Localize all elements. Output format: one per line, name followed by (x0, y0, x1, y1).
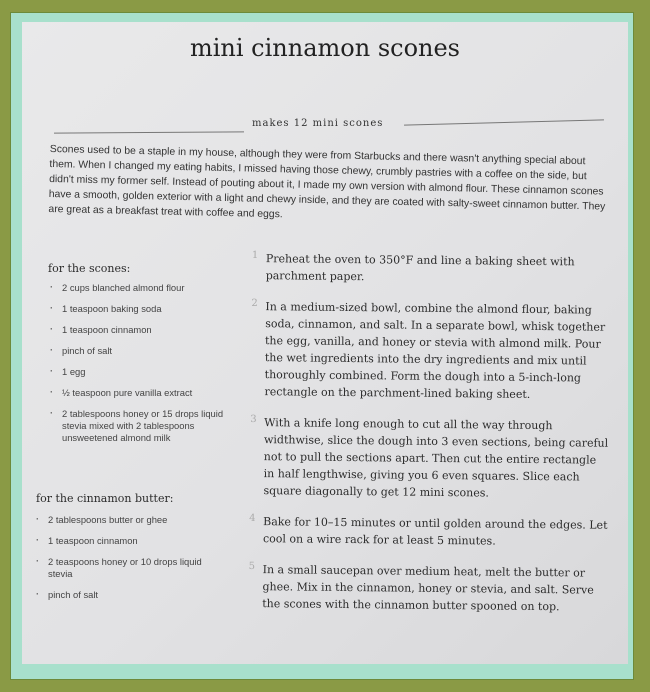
recipe-yield: makes 12 mini scones (252, 118, 384, 129)
ingredient-item: · 1 teaspoon cinnamon (48, 324, 238, 336)
step-text: In a medium-sized bowl, combine the almond flour, baking soda, cinnamon, and salt. In a separate bowl, whisk together the egg, vanilla, and honey or stevia with almond milk. Pour the wet ingredients into the dry ingredients and mix until thoroughly combined. Form the dough into a 5-inch-long rectangle on the parchment-lined baking sheet. (264, 300, 606, 401)
step-text: In a small saucepan over medium heat, melt the butter or ghee. Mix in the cinnamon, honey or stevia, and salt. Serve the scones with the cinnamon butter spooned on top. (262, 563, 594, 614)
butter-ingredients-list (34, 514, 224, 610)
ingredient-item: · ½ teaspoon pure vanilla extract (48, 387, 238, 399)
ingredient-item: · 2 teaspoons honey or 10 drops liquid stevia (34, 556, 224, 580)
step-number: 1 (251, 250, 259, 262)
step-number: 5 (248, 560, 256, 573)
recipe-step (249, 414, 610, 503)
cookbook-page (22, 22, 628, 664)
ingredient-item: · 1 teaspoon baking soda (48, 303, 238, 315)
ingredient-item: · 2 tablespoons honey or 15 drops liquid stevia mixed with 2 tablespoons unsweetened almond milk (48, 408, 238, 444)
step-number: 3 (250, 413, 257, 426)
recipe-step (249, 513, 609, 551)
recipe-step (250, 298, 611, 404)
butter-ingredients-heading: for the cinnamon butter: (36, 492, 174, 505)
recipe-title: mini cinnamon scones (189, 34, 460, 62)
step-number: 4 (249, 512, 256, 525)
ingredient-item: · 2 tablespoons butter or ghee (34, 514, 224, 526)
scones-ingredients-heading: for the scones: (48, 262, 131, 275)
scones-ingredients-list (48, 282, 238, 453)
step-text: Preheat the oven to 350°F and line a baking sheet with parchment paper. (265, 252, 575, 284)
ingredient-item: · 1 teaspoon cinnamon (34, 535, 224, 547)
recipe-step (248, 561, 609, 616)
yield-rule-right (404, 119, 604, 125)
ingredient-item: · pinch of salt (34, 589, 224, 601)
ingredient-item: · 1 egg (48, 366, 238, 378)
step-text: Bake for 10–15 minutes or until golden around the edges. Let cool on a wire rack for at least 5 minutes. (262, 515, 608, 548)
yield-rule-left (54, 131, 244, 133)
step-number: 2 (251, 297, 258, 310)
recipe-steps (248, 250, 612, 630)
recipe-step (252, 250, 612, 288)
ingredient-item: · pinch of salt (48, 345, 238, 357)
ingredient-item: · 2 cups blanched almond flour (48, 282, 238, 294)
recipe-intro: Scones used to be a staple in my house, although they were from Starbucks and there wasn't anything special about them. When I changed my eating habits, I missed having those chewy, crumbly pastries with a coffee on the side, but didn't miss my former self. Instead of pouting about it, I made my own version with almond flour. These cinnamon scones have a smooth, golden exterior with a light and chewy inside, and they are coated with salty-sweet cinnamon butter. They are great as a breakfast treat with coffee and eggs. (48, 143, 606, 221)
step-text: With a knife long enough to cut all the way through widthwise, slice the dough into 3 even sections, being careful not to pull the sections apart. Then cut the entire rectangle in half lengthwise, giving you 6 even squares. Slice each square diagonally to get 12 mini scones. (263, 416, 609, 500)
